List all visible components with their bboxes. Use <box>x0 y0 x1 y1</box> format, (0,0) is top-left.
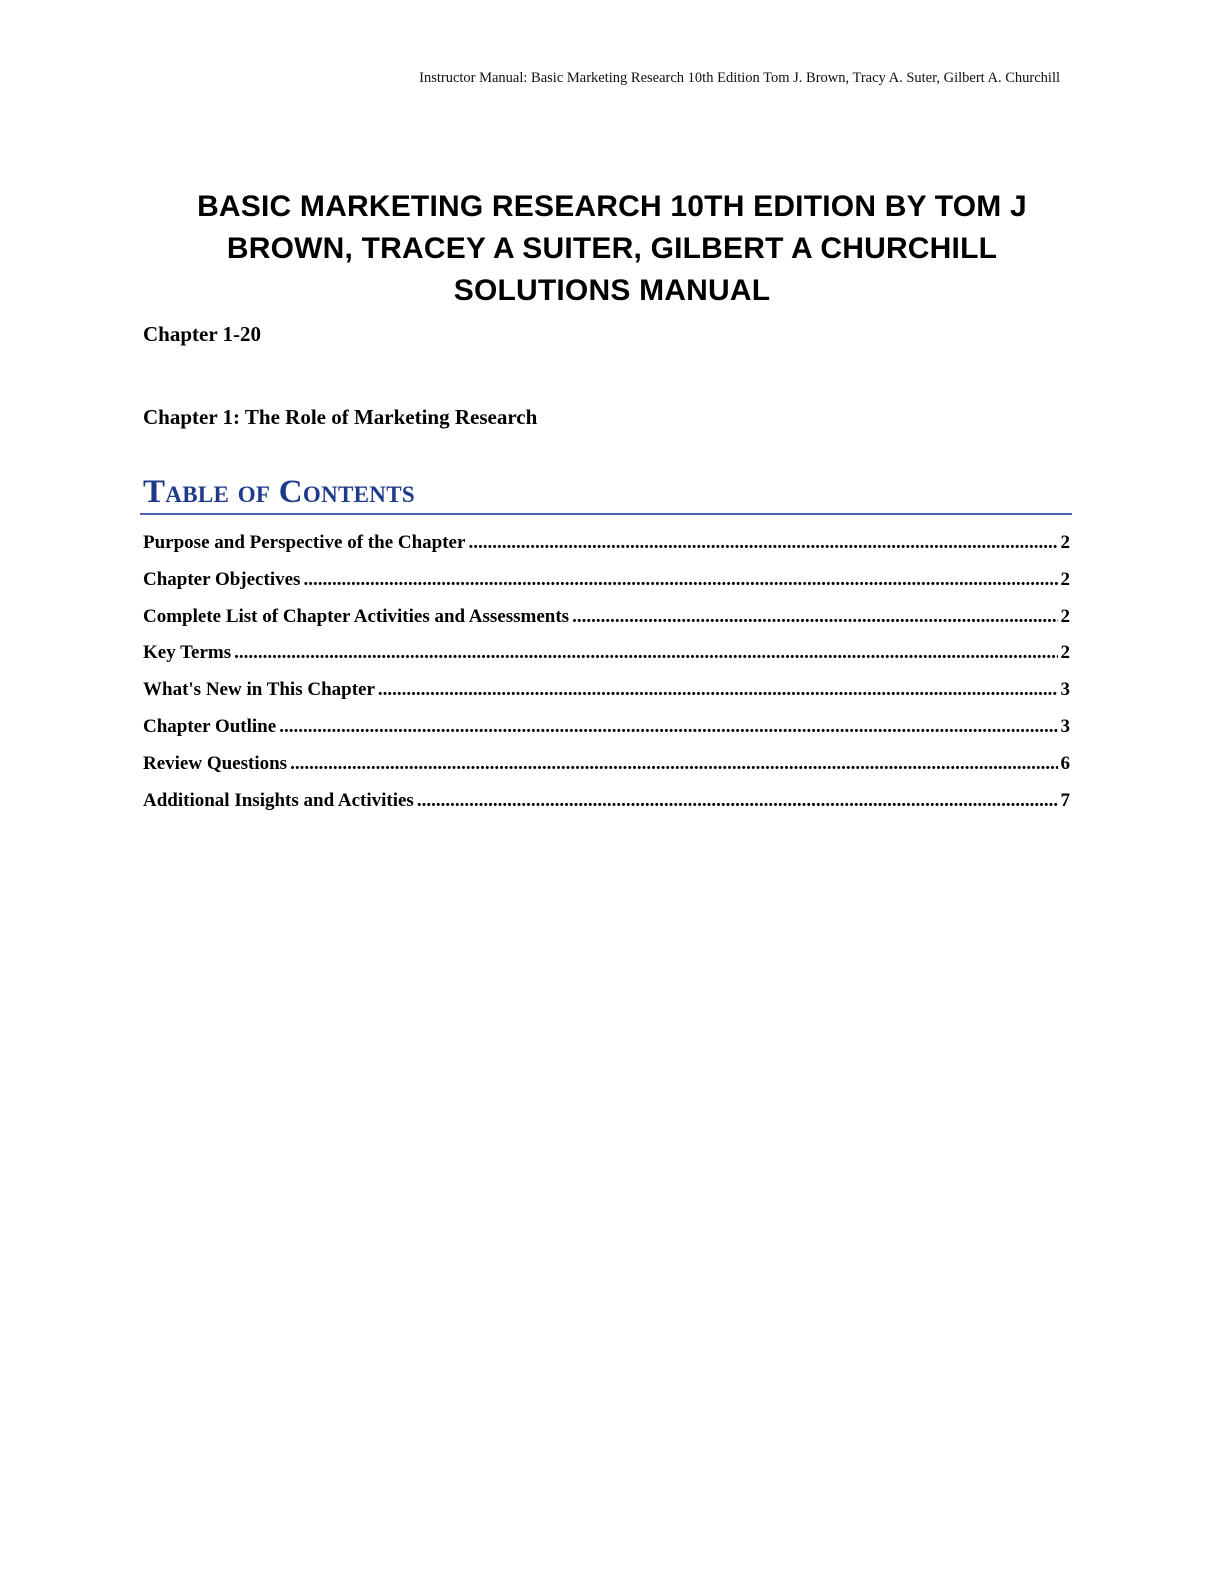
toc-dot-leader <box>290 753 1057 775</box>
running-header: Instructor Manual: Basic Marketing Research 10th Edition Tom J. Brown, Tracy A. Suter, Gilbert A. Churchill <box>419 70 1060 86</box>
document-title-line: SOLUTIONS MANUAL <box>453 274 771 307</box>
toc-entry-label: Review Questions <box>143 752 288 774</box>
document-title-line: BASIC MARKETING RESEARCH 10TH EDITION BY TOM J <box>197 190 1027 223</box>
toc-divider <box>140 513 1072 515</box>
toc-dot-leader <box>303 569 1057 591</box>
toc-page-number: 3 <box>1060 679 1070 701</box>
toc-entry-key-terms[interactable] <box>143 642 1070 679</box>
document-title <box>150 186 1074 312</box>
table-of-contents <box>143 532 1070 826</box>
toc-entry-label: Key Terms <box>143 642 232 664</box>
toc-dot-leader <box>234 642 1057 664</box>
chapter-heading: Chapter 1: The Role of Marketing Research <box>143 405 538 429</box>
toc-entry-whats-new[interactable] <box>143 679 1070 716</box>
toc-entry-label: Additional Insights and Activities <box>143 789 414 811</box>
toc-entry-label: Complete List of Chapter Activities and Assessments <box>143 605 570 627</box>
toc-dot-leader <box>279 716 1057 738</box>
toc-dot-leader <box>572 606 1057 628</box>
chapter-range: Chapter 1-20 <box>143 322 262 346</box>
document-title-line: BROWN, TRACEY A SUITER, GILBERT A CHURCHILL <box>226 232 998 265</box>
toc-heading: Table of Contents <box>143 474 415 510</box>
toc-page-number: 3 <box>1060 715 1070 737</box>
toc-page-number: 2 <box>1060 568 1070 590</box>
toc-entry-purpose[interactable] <box>143 532 1070 569</box>
toc-entry-label: Chapter Objectives <box>143 568 301 590</box>
toc-dot-leader <box>378 679 1058 701</box>
toc-entry-objectives[interactable] <box>143 569 1070 606</box>
toc-entry-additional-insights[interactable] <box>143 790 1070 827</box>
toc-page-number: 2 <box>1060 605 1070 627</box>
toc-entry-activities[interactable] <box>143 606 1070 643</box>
toc-page-number: 6 <box>1060 752 1070 774</box>
toc-entry-label: Purpose and Perspective of the Chapter <box>143 532 466 553</box>
toc-entry-outline[interactable] <box>143 716 1070 753</box>
toc-entry-label: What's New in This Chapter <box>143 679 375 701</box>
toc-dot-leader <box>417 790 1058 812</box>
toc-page-number: 2 <box>1060 532 1070 553</box>
toc-dot-leader <box>468 532 1057 554</box>
toc-page-number: 7 <box>1060 789 1070 811</box>
toc-entry-review-questions[interactable] <box>143 753 1070 790</box>
toc-page-number: 2 <box>1060 642 1070 664</box>
toc-entry-label: Chapter Outline <box>143 715 277 737</box>
